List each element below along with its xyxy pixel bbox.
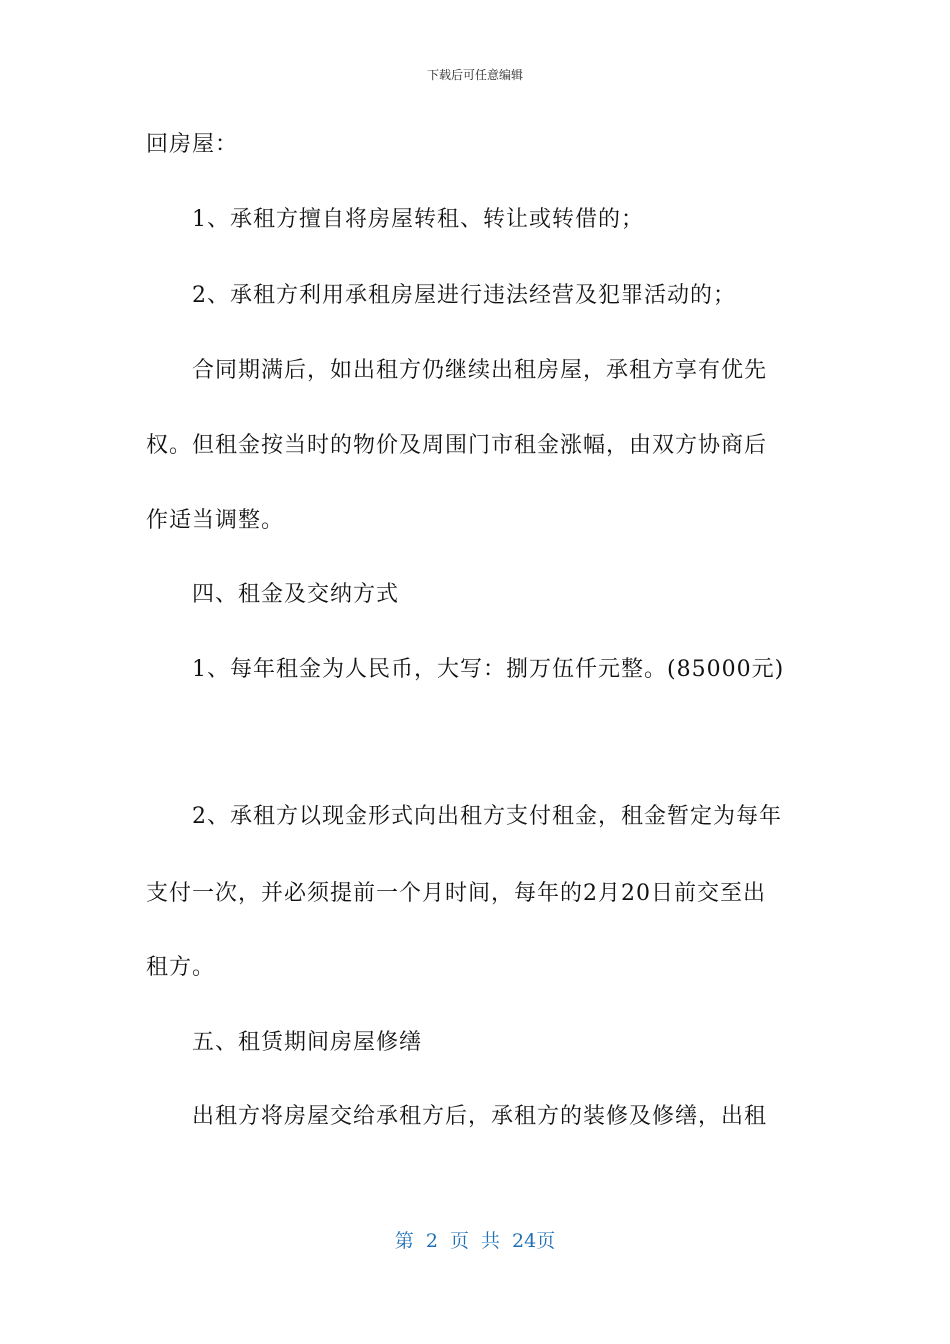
body-line: 2、承租方利用承租房屋进行违法经营及犯罪活动的； [192, 283, 736, 308]
body-line: 租方。 [146, 955, 216, 980]
page-header: 下载后可任意编辑 [426, 68, 523, 82]
body-line: 权。但租金按当时的物价及周围门市租金涨幅，由双方协商后 [146, 433, 768, 458]
body-line: 2、承租方以现金形式向出租方支付租金，租金暂定为每年 [192, 804, 782, 829]
body-line: 作适当调整。 [146, 508, 285, 533]
body-line: 支付一次，并必须提前一个月时间，每年的2月20日前交至出 [146, 881, 766, 906]
body-line: 回房屋： [146, 132, 239, 157]
page-number: 第 2 页 共 24页 [394, 1230, 556, 1252]
body-line: 1、承租方擅自将房屋转租、转让或转借的； [192, 207, 644, 232]
body-line: 出租方将房屋交给承租方后，承租方的装修及修缮，出租 [192, 1104, 768, 1129]
body-line: 1、每年租金为人民币，大写：捌万伍仟元整。(85000元) [192, 657, 785, 682]
section-heading: 五、租赁期间房屋修缮 [192, 1030, 423, 1055]
section-heading: 四、租金及交纳方式 [192, 582, 400, 607]
body-line: 合同期满后，如出租方仍继续出租房屋，承租方享有优先 [192, 358, 768, 383]
